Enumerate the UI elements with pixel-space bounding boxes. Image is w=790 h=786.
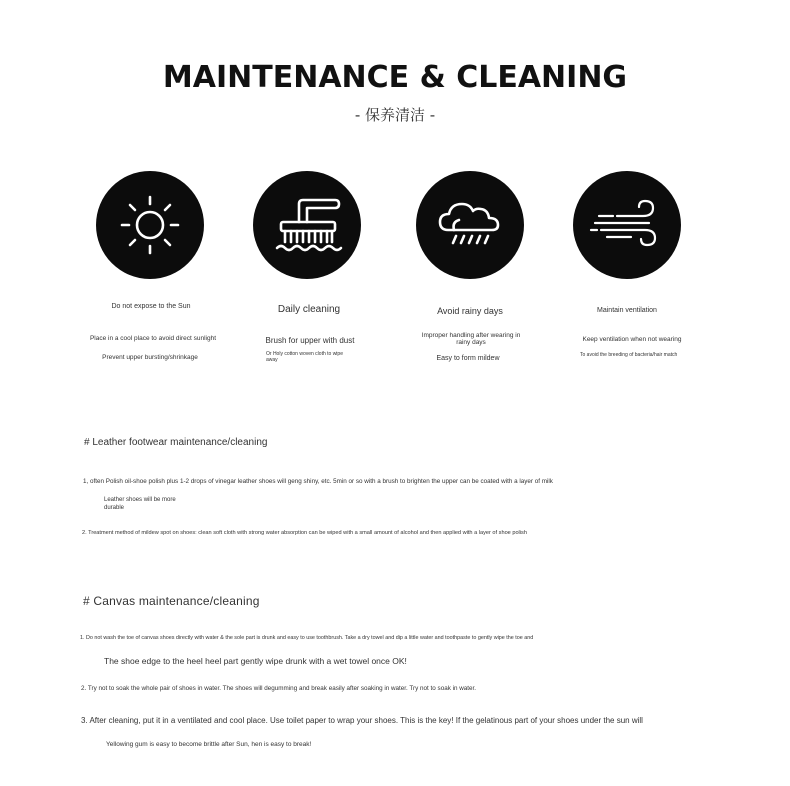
brush-icon: [269, 190, 345, 260]
sun-icon: [115, 190, 185, 260]
canvas-heading: # Canvas maintenance/cleaning: [83, 594, 260, 608]
leather-item-1: 1, often Polish oil-shoe polish plus 1-2 drops of vinegar leather shoes will geng shiny, etc. 5min or so with a brush to brighten the upper can be coated with a layer of milk: [83, 478, 553, 485]
brush-caption: Daily cleaning: [277, 304, 341, 315]
wind-icon-circle: [573, 171, 681, 279]
sun-icon-circle: [96, 171, 204, 279]
rain-cloud-icon: [432, 190, 508, 260]
leather-item-1-note: Leather shoes will be more durable: [104, 497, 176, 511]
sun-line-2: Prevent upper bursting/shrinkage: [102, 354, 198, 361]
leather-heading: # Leather footwear maintenance/cleaning: [84, 437, 268, 448]
brush-line-1: Brush for upper with dust: [265, 336, 355, 345]
page-title: MAINTENANCE & CLEANING: [162, 60, 628, 95]
wind-line-1: Keep ventilation when not wearing: [582, 336, 682, 343]
rain-line-2: Easy to form mildew: [436, 355, 500, 362]
rain-line-1: Improper handling after wearing in rainy days: [421, 332, 521, 347]
brush-icon-circle: [253, 171, 361, 279]
canvas-item-3-cont: Yellowing gum is easy to become brittle after Sun, hen is easy to break!: [106, 741, 312, 748]
rain-caption: Avoid rainy days: [437, 306, 503, 316]
canvas-item-2: 2. Try not to soak the whole pair of shoes in water. The shoes will degumming and break easily after soaking in water. Try not to soak in water.: [81, 685, 477, 692]
wind-line-2: To avoid the breeding of bacteria/hair match: [580, 352, 678, 358]
sun-caption: Do not expose to the Sun: [111, 303, 191, 310]
wind-caption: Maintain ventilation: [597, 307, 657, 314]
leather-item-2: 2. Treatment method of mildew spot on shoes: clean soft cloth with strong water absorption can be wiped with a small amount of alcohol and then applied with a layer of shoe polish: [82, 530, 527, 536]
wind-icon: [587, 190, 667, 260]
canvas-item-1-cont: The shoe edge to the heel heel part gently wipe drunk with a wet towel once OK!: [104, 656, 407, 666]
brush-line-2: Or Holy cotton woven cloth to wipe away: [266, 351, 343, 363]
rain-cloud-icon-circle: [416, 171, 524, 279]
canvas-item-1: 1. Do not wash the toe of canvas shoes directly with water & the sole part is drunk and easy to use toothbrush. Take a dry towel and dip a little water and toothpaste to gently wipe the toe and: [80, 635, 534, 641]
sun-line-1: Place in a cool place to avoid direct sunlight: [89, 335, 217, 342]
page-subtitle: - 保养清洁 -: [354, 106, 436, 124]
canvas-item-3: 3. After cleaning, put it in a ventilated and cool place. Use toilet paper to wrap your shoes. This is the key! If the gelatinous part of your shoes under the sun will: [81, 716, 643, 725]
